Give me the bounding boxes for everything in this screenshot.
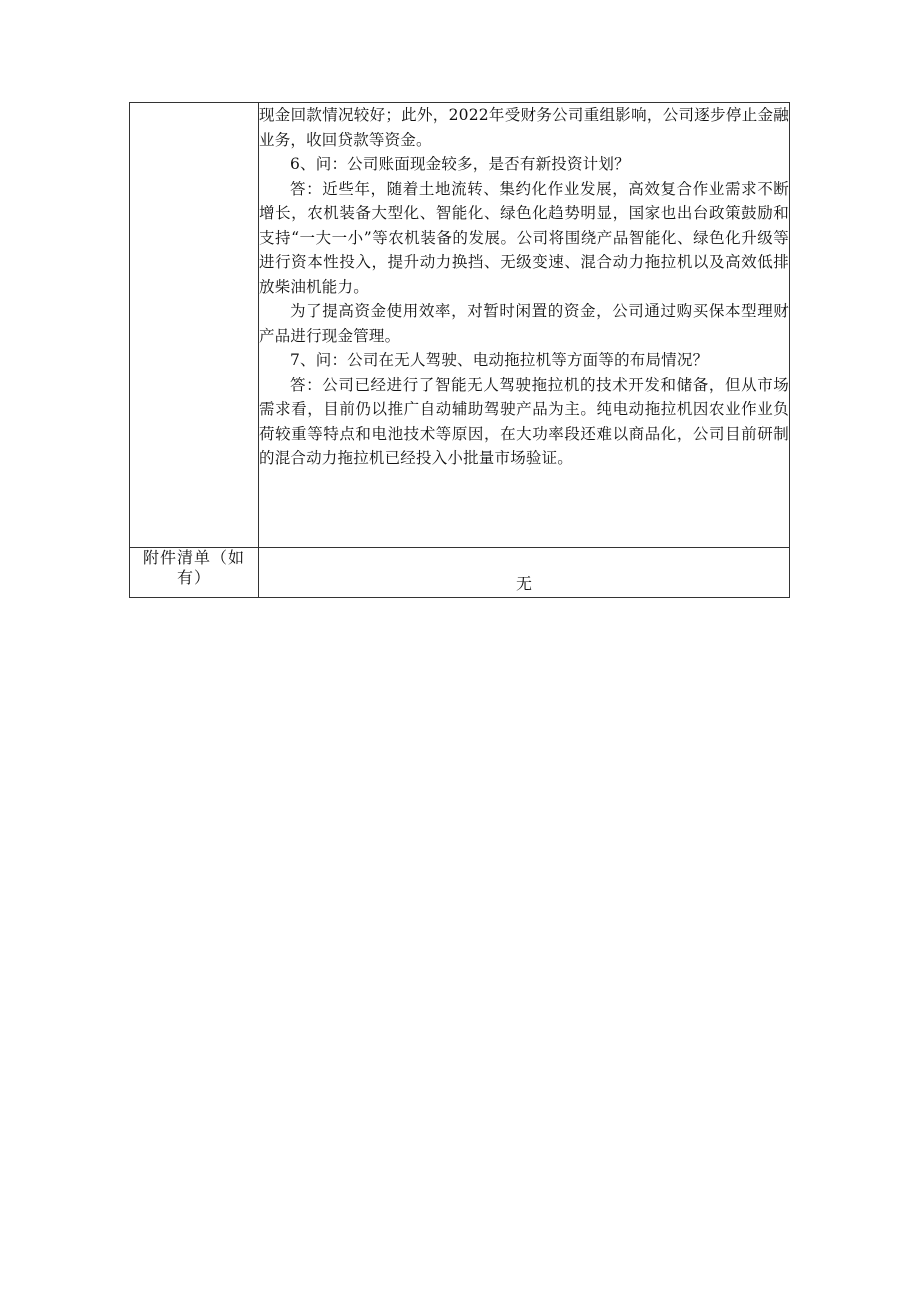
attachment-label: 附件清单（如有）: [130, 548, 259, 598]
row-label-cell-empty: [130, 103, 259, 548]
paragraph-cash-collection: 现金回款情况较好；此外，2022年受财务公司重组影响，公司逐步停止金融业务，收回贷款等资金。: [259, 106, 789, 149]
answer-6: 答：近些年，随着土地流转、集约化作业发展，高效复合作业需求不断增长，农机装备大型化、智能化、绿色化趋势明显，国家也出台政策鼓励和支持“一大一小”等农机装备的发展。公司将围绕产品智能化、绿色化升级等进行资本性投入，提升动力换挡、无级变速、混合动力拖拉机以及高效低排放柴油机能力。: [259, 179, 789, 296]
attachment-row: [130, 548, 790, 598]
question-7: 7、问：公司在无人驾驶、电动拖拉机等方面等的布局情况？: [290, 351, 709, 369]
attachment-value: 无: [259, 548, 790, 598]
answer-7: 答：公司已经进行了智能无人驾驶拖拉机的技术开发和储备，但从市场需求看，目前仍以推广自动辅助驾驶产品为主。纯电动拖拉机因农业作业负荷较重等特点和电池技术等原因，在大功率段还难以商品化，公司目前研制的混合动力拖拉机已经投入小批量市场验证。: [259, 375, 789, 467]
question-6: 6、问：公司账面现金较多，是否有新投资计划？: [290, 155, 630, 173]
paragraph-cash-management: 为了提高资金使用效率，对暂时闲置的资金，公司通过购买保本型理财产品进行现金管理。: [259, 302, 789, 345]
content-row: [130, 103, 790, 548]
content-cell: [259, 103, 790, 548]
record-table: [129, 102, 790, 598]
